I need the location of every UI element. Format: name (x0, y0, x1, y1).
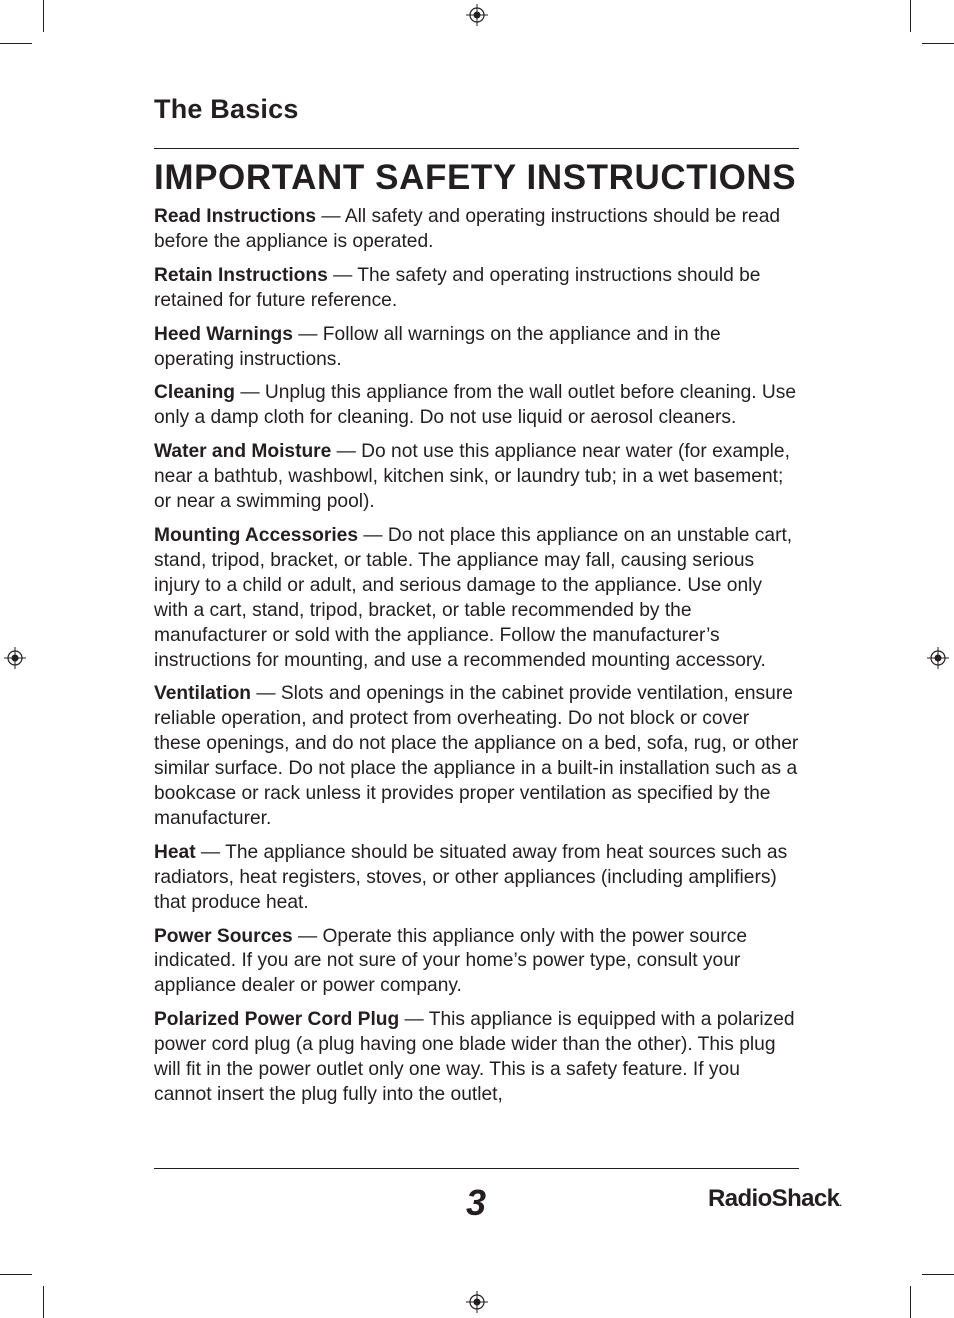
instruction-term: Mounting Accessories (154, 524, 358, 546)
instruction-item (154, 323, 800, 373)
registration-mark-icon (466, 1291, 488, 1313)
crop-mark-icon (910, 0, 911, 32)
instruction-text: — All safety and operating instructions should be read before the appliance is operated. (154, 206, 781, 252)
instruction-text: — Unplug this appliance from the wall outlet before cleaning. Use only a damp cloth for cleaning. Do not use liquid or aerosol cleaners. (154, 382, 797, 429)
registration-mark-icon (927, 647, 949, 669)
page-number: 3 (465, 1182, 487, 1223)
instruction-term: Heat (154, 841, 196, 863)
instruction-item (154, 264, 800, 314)
instruction-text: — Operate this appliance only with the power source indicated. If you are not sure of your home’s power type, consult your appliance dealer or power company. (154, 925, 747, 997)
instruction-item (154, 1008, 800, 1108)
instruction-text: — Slots and openings in the cabinet provide ventilation, ensure reliable operation, and protect from overheating. Do not block or cover these openings, and do not place the appliance on a bed, sofa, rug, or other similar surface. Do not place the appliance in a built-in installation such as a bookcase or rack unless it provides proper ventilation as specified by the manufacturer. (154, 683, 799, 829)
safety-instructions-list (154, 205, 800, 1117)
instruction-text: — This appliance is equipped with a polarized power cord plug (a plug having one blade wider than the other). This plug will fit in the power outlet only one way. This is a safety feature. If you cannot insert the plug fully into the outlet, (154, 1009, 795, 1105)
instruction-item (154, 524, 800, 673)
crop-mark-icon (43, 0, 44, 32)
instruction-item (154, 381, 800, 431)
crop-mark-icon (922, 1274, 954, 1275)
bottom-divider (154, 1168, 799, 1169)
brand-name: RadioShack (708, 1185, 840, 1212)
crop-mark-icon (922, 43, 954, 44)
instruction-term: Water and Moisture (154, 441, 332, 463)
instruction-text: — Do not use this appliance near water (for example, near a bathtub, washbowl, kitchen sink, or laundry tub; in a wet basement; or near a swimming pool). (154, 441, 790, 513)
instruction-text: — Follow all warnings on the appliance and in the operating instructions. (154, 323, 721, 370)
instruction-text: — Do not place this appliance on an unstable cart, stand, tripod, bracket, or table. The appliance may fall, causing serious injury to a child or adult, and serious damage to the appliance. Use only with a cart, stand, tripod, bracket, or table recommended by the manufacturer or sold with the appliance. Follow the manufacturer’s instructions for mounting, and use a recommended mounting accessory. (154, 524, 793, 671)
instruction-term: Cleaning (154, 382, 236, 404)
instruction-item (154, 925, 800, 1000)
instruction-item (154, 205, 800, 255)
instruction-term: Read Instructions (154, 206, 317, 227)
registration-mark-icon (466, 4, 488, 26)
top-divider (154, 148, 799, 149)
instruction-term: Power Sources (154, 925, 293, 947)
crop-mark-icon (43, 1286, 44, 1318)
instruction-term: Retain Instructions (154, 264, 328, 286)
crop-mark-icon (0, 1274, 32, 1275)
instruction-term: Ventilation (154, 683, 252, 705)
registration-mark-icon (4, 647, 26, 669)
instruction-text: — The safety and operating instructions should be retained for future reference. (154, 264, 761, 311)
brand-logo (708, 1185, 842, 1213)
brand-mark: . (839, 1198, 842, 1208)
instruction-term: Polarized Power Cord Plug (154, 1009, 400, 1031)
instruction-term: Heed Warnings (154, 323, 293, 345)
instruction-item (154, 682, 800, 831)
section-title: The Basics (154, 94, 299, 124)
instruction-text: — The appliance should be situated away from heat sources such as radiators, heat registers, stoves, or other appliances (including amplifiers) that produce heat. (154, 841, 788, 913)
crop-mark-icon (0, 43, 32, 44)
instruction-item (154, 440, 800, 515)
instruction-item (154, 841, 800, 916)
page-title: IMPORTANT SAFETY INSTRUCTIONS (154, 158, 797, 197)
crop-mark-icon (910, 1286, 911, 1318)
